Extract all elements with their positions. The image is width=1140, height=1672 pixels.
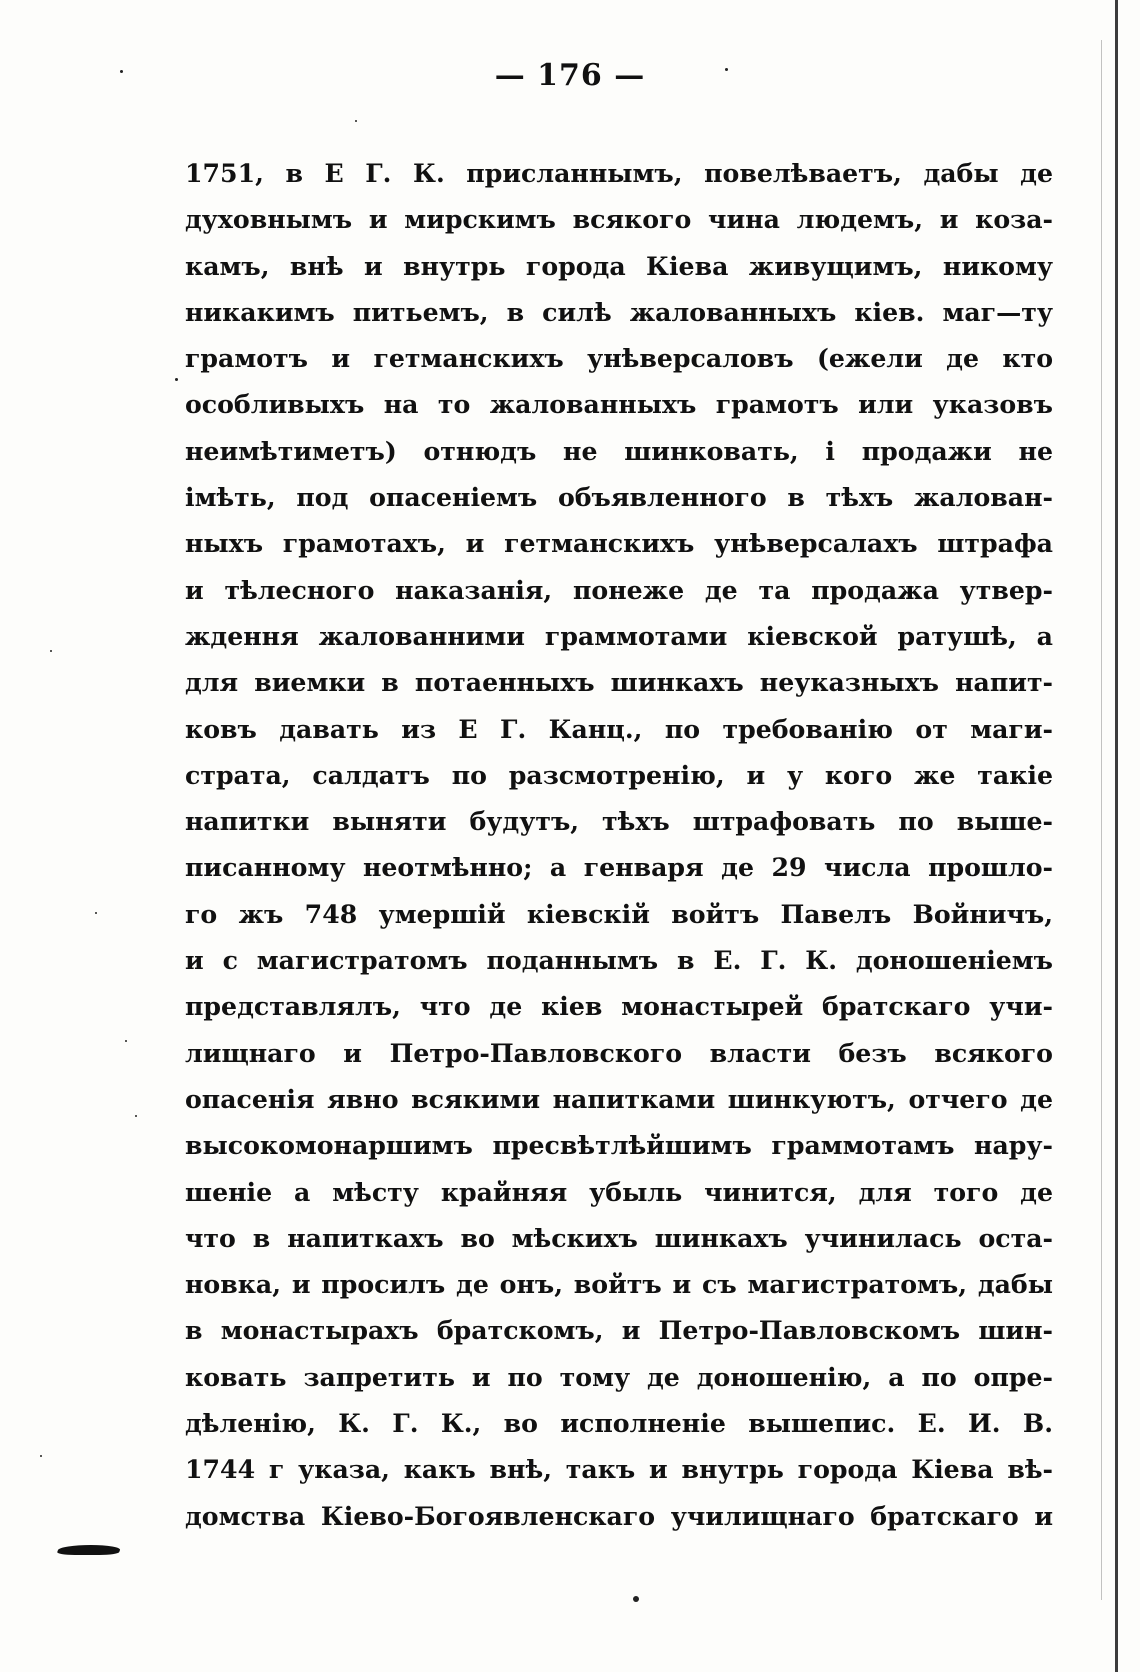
scan-speck [633,1596,639,1602]
text-line: го жъ 748 умершій кіевскій войтъ Павелъ Войничъ, [185,898,1053,929]
scan-speck [40,1455,42,1457]
text-line: домства Кіево-Богоявленскаго училищнаго братскаго и [185,1500,1053,1531]
text-line: 1744 г указа, какъ внѣ, такъ и внутрь города Кіева вѣ- [185,1454,1053,1485]
text-line: ныхъ грамотахъ, и гетманскихъ унѣверсалахъ штрафа [185,528,1053,559]
text-line: никакимъ питьемъ, в силѣ жалованныхъ кіев. маг—ту [185,296,1053,327]
page-edge-line [1115,0,1118,1672]
text-line: высокомонаршимъ пресвѣтлѣйшимъ граммотамъ нару- [185,1130,1053,1161]
text-line: 1751, в Е Г. К. присланнымъ, повелѣваетъ, дабы де [185,158,1053,188]
text-line: и тѣлесного наказанія, понеже де та продажа утвер- [185,574,1053,605]
text-line: ковъ давать из Е Г. Канц., по требованію от маги- [185,713,1053,744]
text-line: особливыхъ на то жалованныхъ грамотъ или указовъ [185,389,1053,420]
text-line: новка, и просилъ де онъ, войтъ и съ магистратомъ, дабы [185,1269,1053,1300]
text-line: імѣть, под опасеніемъ объявленного в тѣхъ жалован- [185,482,1053,513]
scan-speck [175,378,178,381]
text-line: для виемки в потаенныхъ шинкахъ неуказныхъ напит- [185,667,1053,698]
scan-speck [355,120,357,122]
scan-speck [725,68,728,71]
page-edge-shadow [1101,40,1102,1600]
page-number: — 176 — [494,58,646,93]
text-line: писанному неотмѣнно; а генваря де 29 числа прошло- [185,852,1053,883]
text-line: в монастырахъ братскомъ, и Петро-Павловскомъ шин- [185,1315,1053,1346]
text-line: ковать запретить и по тому де доношенію, а по опре- [185,1361,1053,1392]
text-line: дѣленію, К. Г. К., во исполненіе вышепис. Е. И. В. [185,1408,1053,1439]
text-line: ждення жалованними граммотами кіевской ратушѣ, а [185,620,1053,651]
scan-speck [135,1115,137,1117]
text-line: что в напиткахъ во мѣскихъ шинкахъ учинилась оста- [185,1222,1053,1253]
text-line: лищнаго и Петро-Павловского власти безъ всякого [185,1037,1053,1068]
text-line: грамотъ и гетманскихъ унѣверсаловъ (ежели де кто [185,343,1053,374]
body-text [185,150,1053,1539]
scan-speck [95,912,97,914]
text-line: напитки выняти будутъ, тѣхъ штрафовать по выше- [185,806,1053,837]
text-line: шеніе а мѣсту крайняя убыль чинится, для того де [185,1176,1053,1207]
scan-speck [120,70,123,73]
scan-speck [125,1040,127,1042]
text-line: опасенія явно всякими напитками шинкуютъ, отчего де [185,1083,1053,1114]
text-line: духовнымъ и мирскимъ всякого чина людемъ, и коза- [185,204,1053,235]
text-line: и с магистратомъ поданнымъ в Е. Г. К. доношеніемъ [185,945,1053,976]
text-line: камъ, внѣ и внутрь города Кіева живущимъ, никому [185,250,1053,281]
ink-smudge [56,1545,122,1555]
text-line: страта, салдатъ по разсмотренію, и у кого же такіе [185,759,1053,790]
text-line: представлялъ, что де кіев монастырей братскаго учи- [185,991,1053,1022]
text-line: неимѣтиметъ) отнюдъ не шинковать, і продажи не [185,435,1053,466]
scan-speck [50,650,52,652]
